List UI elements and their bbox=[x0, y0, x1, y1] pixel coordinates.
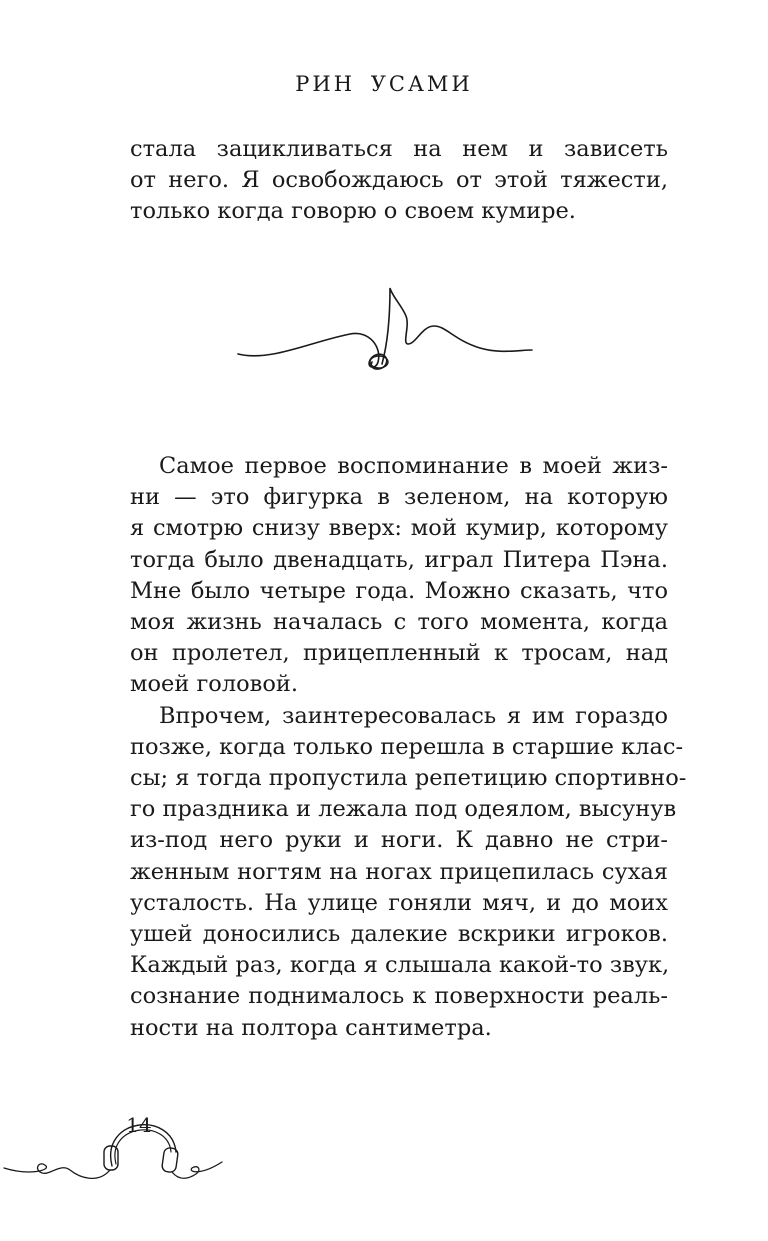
paragraph bbox=[130, 451, 668, 701]
text-line: го праздника и лежала под одеялом, высунув bbox=[130, 796, 677, 823]
page-number: 14 bbox=[126, 1113, 152, 1137]
text-line: ни — это фигурка в зеленом, на которую bbox=[130, 484, 668, 511]
text-line: Впрочем, заинтересовалась я им гораздо bbox=[159, 702, 668, 729]
text-line: Мне было четыре года. Можно сказать, что bbox=[130, 577, 668, 604]
paragraph bbox=[130, 701, 687, 1044]
text-line: ушей доносились далекие вскрики игроков. bbox=[130, 921, 668, 948]
text-line: стала зацикливаться на нем и зависеть bbox=[130, 136, 668, 162]
text-line: сознание поднималось к поверхности реаль- bbox=[130, 983, 668, 1010]
headphones-icon bbox=[0, 1098, 230, 1188]
text-line: сы; я тогда пропустила репетицию спортивно- bbox=[130, 765, 687, 792]
text-line: женным ногтям на ногах прицепилась сухая bbox=[130, 858, 668, 885]
text-line: только когда говорю о своем кумире. bbox=[130, 198, 576, 225]
continued-paragraph bbox=[130, 134, 668, 228]
text-line: тогда было двенадцать, играл Питера Пэна. bbox=[130, 546, 668, 573]
text-line: из-под него руки и ноги. К давно не стри- bbox=[130, 827, 668, 854]
text-line: моя жизнь началась с того момента, когда bbox=[130, 609, 668, 636]
text-line: он пролетел, прицепленный к тросам, над bbox=[130, 640, 668, 667]
text-line: усталость. На улице гоняли мяч, и до моих bbox=[130, 889, 668, 916]
text-line: моей головой. bbox=[130, 671, 299, 698]
text-line: Каждый раз, когда я слышала какой-то звук, bbox=[130, 952, 670, 979]
music-note-flourish-icon bbox=[230, 282, 540, 377]
text-line: позже, когда только перешла в старшие клас- bbox=[130, 733, 684, 760]
main-text bbox=[130, 451, 687, 1044]
text-line: ности на полтора сантиметра. bbox=[130, 1014, 492, 1041]
running-title: РИН УСАМИ bbox=[295, 72, 473, 96]
text-line: от него. Я освобождаюсь от этой тяжести, bbox=[130, 167, 668, 194]
text-line: я смотрю снизу вверх: мой кумир, которому bbox=[130, 515, 668, 542]
text-line: Самое первое воспоминание в моей жиз- bbox=[159, 453, 668, 479]
